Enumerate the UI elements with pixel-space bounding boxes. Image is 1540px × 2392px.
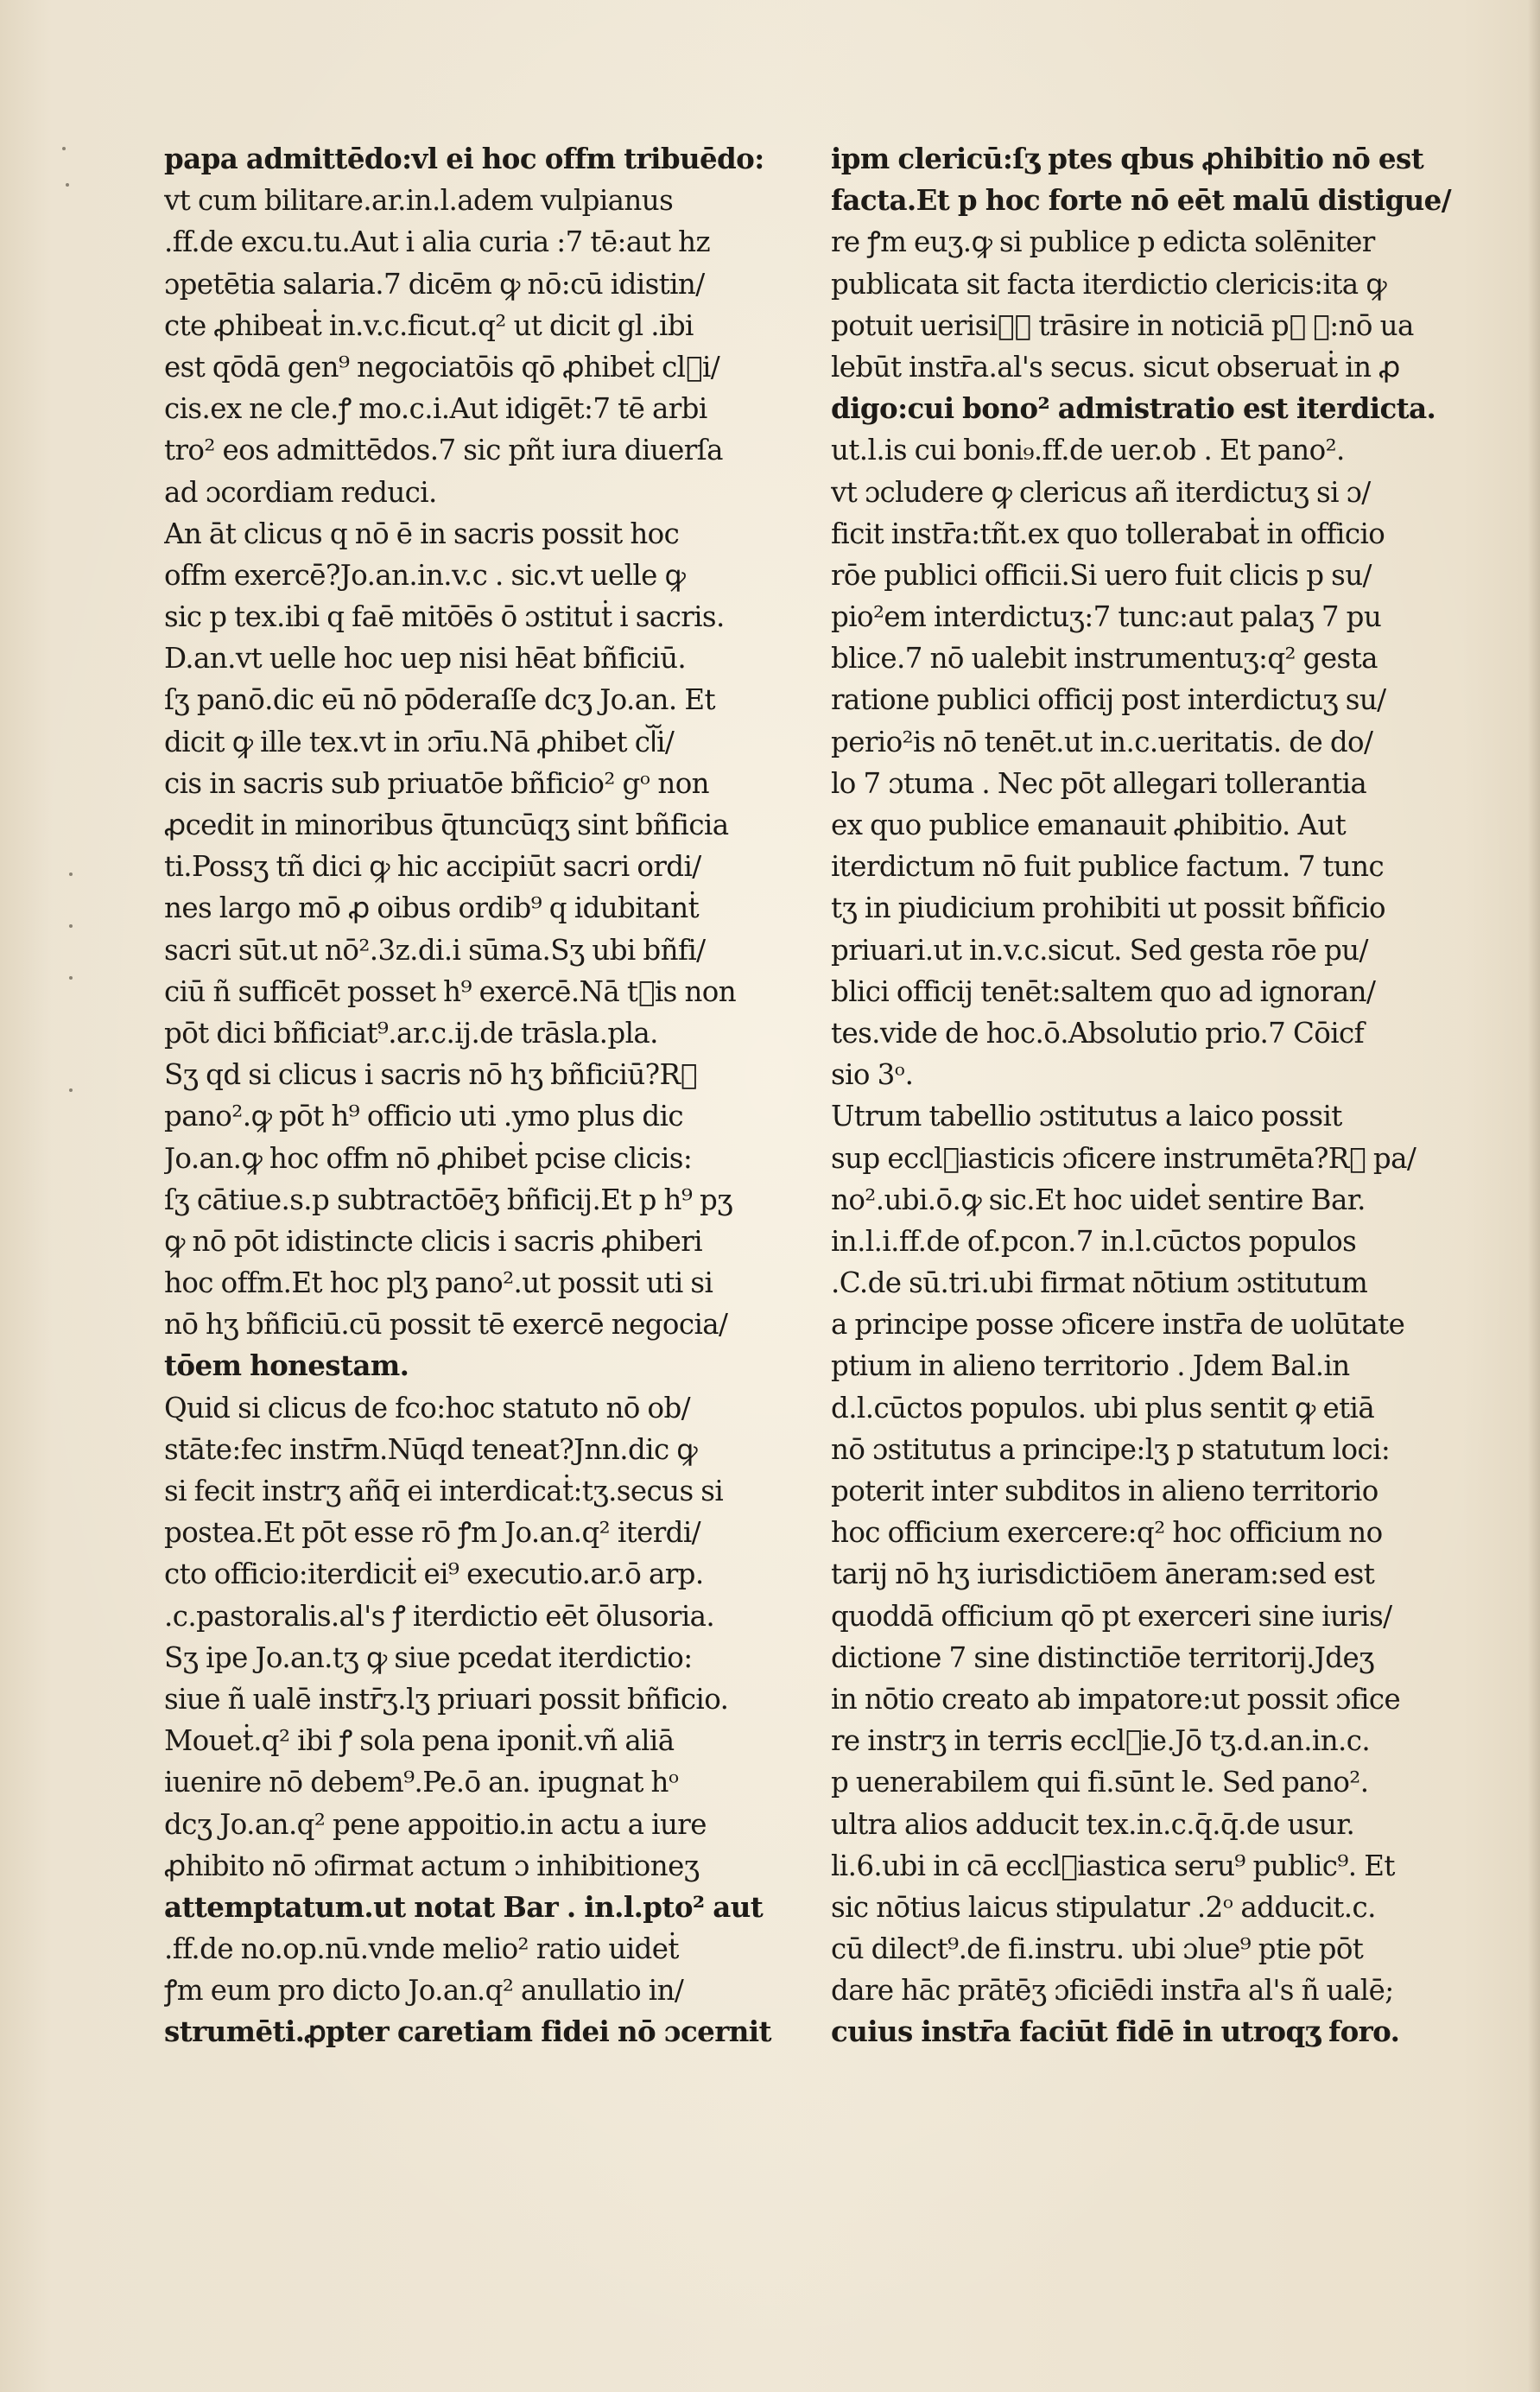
text-line: blici officij tenēt:saltem quo ad ignoran/ bbox=[831, 974, 1376, 1008]
text-line: quoddā officium qō pt exerceri sine iuris/ bbox=[831, 1599, 1392, 1633]
text-line: tro² eos admittēdos.7 sic pñt iura diuerſa bbox=[164, 434, 723, 467]
text-line: strumēti.ꝓpter caretiam fidei nō ɔcernit bbox=[164, 2014, 771, 2049]
text-line: iterdictum nō fuit publice factum. 7 tunc bbox=[831, 850, 1385, 884]
text-line: ꝭm eum pro dicto Jo.an.q² anullatio in/ bbox=[164, 1974, 684, 2008]
text-line: lo 7 ɔtuma . Nec pōt allegari tollerantia bbox=[831, 766, 1367, 800]
text-line: attemptatum.ut notat Bar . in.l.pto² aut bbox=[164, 1889, 764, 1924]
text-line: cis.ex ne cle.ꝭ mo.c.i.Aut idigēt:7 tē arbi bbox=[164, 392, 707, 426]
text-line: dcʒ Jo.an.q² pene appoitio.in actu a iure bbox=[164, 1807, 707, 1841]
text-line: .ff.de excu.tu.Aut i alia curia :7 tē:aut hz bbox=[164, 225, 710, 259]
text-line: Quid si clicus de fco:hoc statuto nō ob/ bbox=[164, 1391, 691, 1424]
text-line: tʒ in piudicium prohibiti ut possit bñficio bbox=[831, 891, 1385, 925]
text-line: sic nōtius laicus stipulatur .2ᵒ adducit.c. bbox=[831, 1890, 1376, 1924]
text-line: sio 3ᵒ. bbox=[831, 1058, 914, 1092]
text-line: An āt clicus q nō ē in sacris possit hoc bbox=[164, 517, 680, 550]
text-line: vt ɔcludere ꝙ clericus añ iterdictuʒ si ɔ/ bbox=[831, 475, 1371, 509]
text-line: tōem honestam. bbox=[164, 1348, 409, 1383]
text-line: Utrum tabellio ɔstitutus a laico possit bbox=[831, 1100, 1342, 1133]
text-line: publicata sit facta iterdictio clericis:ita ꝙ bbox=[831, 267, 1387, 301]
text-line: hoc offm.Et hoc plʒ pano².ut possit uti si bbox=[164, 1266, 713, 1300]
text-line: pōt dici bñficiat⁹.ar.c.ij.de trāsla.pla. bbox=[164, 1016, 658, 1050]
text-line: siue ñ ualē instr̄ʒ.lʒ priuari possit bñficio. bbox=[164, 1682, 729, 1716]
left-text-column bbox=[164, 138, 795, 2116]
text-line: nō ɔstitutus a principe:lʒ p statutum loci: bbox=[831, 1432, 1391, 1466]
text-line: re ꝭm euʒ.ꝙ si publice p edicta solēniter bbox=[831, 225, 1375, 259]
text-line: hoc officium exercere:q² hoc officium no bbox=[831, 1516, 1383, 1550]
text-line: ad ɔcordiam reduci. bbox=[164, 475, 437, 509]
text-line: nes largo mō ꝓ oibus ordib⁹ q idubitanṫ bbox=[164, 891, 700, 925]
text-line: priuari.ut in.v.c.sicut. Sed gesta rōe pu/ bbox=[831, 933, 1368, 967]
text-line: ptium in alieno territorio . Jdem Bal.in bbox=[831, 1349, 1350, 1383]
text-line: re instrʒ in terris ecclᷓie.Jō tʒ.d.an.in.c. bbox=[831, 1724, 1371, 1758]
text-line: rōe publici officii.Si uero fuit clicis p su/ bbox=[831, 558, 1372, 592]
text-line: ꝓcedit in minoribus q̄tuncūqʒ sint bñficia bbox=[164, 809, 729, 841]
text-line: .c.pastoralis.al's ꝭ iterdictio eēt ōlusoria. bbox=[164, 1599, 715, 1633]
text-line: nō hʒ bñficiū.cū possit tē exercē negocia/ bbox=[164, 1308, 728, 1342]
text-line: ꝓhibito nō ɔfirmat actum ɔ inhibitioneʒ bbox=[164, 1849, 700, 1882]
text-line: li.6.ubi in cā ecclᷓiastica seru⁹ public⁹. Et bbox=[831, 1849, 1395, 1882]
right-text-column bbox=[831, 138, 1461, 2116]
text-line: .C.de sū.tri.ubi firmat nōtium ɔstitutum bbox=[831, 1266, 1368, 1300]
margin-marks bbox=[60, 147, 86, 1356]
text-line: ratione publici officij post interdictuʒ su/ bbox=[831, 683, 1386, 717]
text-line: cū dilect⁹.de fi.instru. ubi ɔlue⁹ ptie pōt bbox=[831, 1932, 1364, 1966]
text-line: stāte:fec instr̄m.Nūqd teneat?Jnn.dic ꝙ bbox=[164, 1432, 698, 1466]
text-line: pano².ꝙ pōt h⁹ officio uti .ymo plus dic bbox=[164, 1100, 684, 1133]
text-line: sic p tex.ibi q faē mitōēs ō ɔstituṫ i sacris. bbox=[164, 600, 725, 634]
text-line: cto officio:iterdiciṫ ei⁹ executio.ar.ō arp. bbox=[164, 1558, 704, 1591]
text-line: no².ubi.ō.ꝙ sic.Et hoc uideṫ sentire Bar. bbox=[831, 1183, 1366, 1216]
text-line: Sʒ qd si clicus i sacris nō hʒ bñficiū?Rᷓ bbox=[164, 1058, 697, 1092]
text-line: d.l.cūctos populos. ubi plus sentit ꝙ etiā bbox=[831, 1391, 1375, 1424]
text-line: Sʒ ipe Jo.an.tʒ ꝙ siue pcedat iterdictio: bbox=[164, 1640, 693, 1674]
text-line: offm exercē?Jo.an.in.v.c . sic.vt uelle ꝙ bbox=[164, 558, 686, 592]
text-line: ſʒ cātiue.s.p subtractōēʒ bñficij.Et p h⁹ pʒ bbox=[164, 1183, 732, 1216]
text-line: blice.7 nō ualebit instrumentuʒ:q² gesta bbox=[831, 642, 1378, 676]
text-line: est qōdā gen⁹ negociatōis qō ꝓhibeṫ clᷓi/ bbox=[164, 350, 720, 384]
text-line: ciū ñ sufficēt posset h⁹ exercē.Nā tᷓis non bbox=[164, 974, 737, 1008]
text-line: papa admittēdo:vl ei hoc offm tribuēdo: bbox=[164, 142, 764, 175]
text-line: lebūt instr̄a.al's secus. sicut obseruaṫ in ꝓ bbox=[831, 350, 1400, 384]
text-line: dicit ꝙ ille tex.vt in ɔrīu.Nā ꝓhibet clᷓi/ bbox=[164, 725, 675, 758]
text-line: sup ecclᷓiasticis ɔficere instrumēta?Rᷓ pa/ bbox=[831, 1141, 1416, 1175]
text-line: ti.Possʒ tñ dici ꝙ hic accipiūt sacri ordi/ bbox=[164, 850, 701, 884]
text-line: .ff.de no.op.nū.vnde melio² ratio uideṫ bbox=[164, 1932, 679, 1966]
text-line: tes.vide de hoc.ō.Absolutio prio.7 Cōicf bbox=[831, 1016, 1365, 1050]
text-line: ipm clericū:ſʒ ptes qbus ꝓhibitio nō est bbox=[831, 142, 1424, 175]
text-line: cte ꝓhibeaṫ in.v.c.ficut.q² ut dicit gl .ibi bbox=[164, 308, 694, 342]
text-line: a principe posse ɔficere instr̄a de uolūtate bbox=[831, 1308, 1405, 1342]
text-line: cuius instr̄a faciūt fidē in utroqʒ foro. bbox=[831, 2014, 1400, 2049]
text-line: ſʒ panō.dic eū nō pōderaſſe dcʒ Jo.an. Et bbox=[164, 683, 715, 717]
text-line: dictione 7 sine distinctiōe territorij.Jdeʒ bbox=[831, 1640, 1374, 1674]
text-line: ut.l.is cui boni₉.ff.de uer.ob . Et pano². bbox=[831, 434, 1345, 467]
text-line: in.l.i.ff.de of.pcon.7 in.l.cūctos populos bbox=[831, 1224, 1357, 1258]
text-line: vt cum bilitare.ar.in.l.adem vulpianus bbox=[164, 184, 674, 218]
text-line: sacri sūt.ut nō².3z.di.i sūma.Sʒ ubi bñfi/ bbox=[164, 933, 706, 967]
text-line: ultra alios adducit tex.in.c.q̄.q̄.de usur. bbox=[831, 1807, 1355, 1841]
text-line: pio²em interdictuʒ:7 tunc:aut palaʒ 7 pu bbox=[831, 600, 1382, 634]
text-line: digo:cui bono² admistratio est iterdicta. bbox=[831, 391, 1436, 426]
text-line: p uenerabilem qui fi.sūnt le. Sed pano². bbox=[831, 1766, 1369, 1799]
text-line: ficit instr̄a:tñt.ex quo tollerabaṫ in officio bbox=[831, 517, 1385, 550]
text-line: perio²is nō tenēt.ut in.c.ueritatis. de do/ bbox=[831, 725, 1373, 758]
page-edge bbox=[1528, 0, 1540, 2392]
text-line: ꝙ nō pōt idistincte clicis i sacris ꝓhiberi bbox=[164, 1224, 703, 1258]
text-line: ex quo publice emanauit ꝓhibitio. Aut bbox=[831, 809, 1347, 841]
text-line: ɔpetētia salaria.7 dicēm ꝙ nō:cū idistin/ bbox=[164, 267, 705, 301]
text-line: poterit inter subditos in alieno territorio bbox=[831, 1475, 1378, 1507]
text-line: Moueṫ.q² ibi ꝭ sola pena iponiṫ.vñ aliā bbox=[164, 1724, 675, 1758]
text-line: cis in sacris sub priuatōe bñficio² gᵒ non bbox=[164, 766, 710, 800]
text-line: dare hāc prātēʒ ɔficiēdi instr̄a al's ñ ualē; bbox=[831, 1974, 1394, 2008]
text-line: tarij nō hʒ iurisdictiōem āneram:sed est bbox=[831, 1558, 1375, 1591]
text-line: D.an.vt uelle hoc uep nisi hēat bñficiū. bbox=[164, 642, 687, 676]
text-line: in nōtio creato ab impatore:ut possit ɔfice bbox=[831, 1682, 1401, 1716]
text-line: potuit uerisiᷓᷓ trāsire in noticiā pᷓ ꝭ:nō ua bbox=[831, 308, 1414, 342]
text-line: facta.Et p hoc forte nō eēt malū distigue/ bbox=[831, 183, 1452, 218]
text-line: si fecit instrʒ añq̄ ei interdicaṫ:tʒ.secus si bbox=[164, 1475, 724, 1507]
text-line: Jo.an.ꝙ hoc offm nō ꝓhibeṫ pcise clicis: bbox=[164, 1141, 693, 1175]
text-line: postea.Et pōt esse rō ꝭm Jo.an.q² iterdi/ bbox=[164, 1516, 700, 1550]
text-line: iuenire nō debem⁹.Pe.ō an. ipugnat hᵒ bbox=[164, 1766, 679, 1799]
